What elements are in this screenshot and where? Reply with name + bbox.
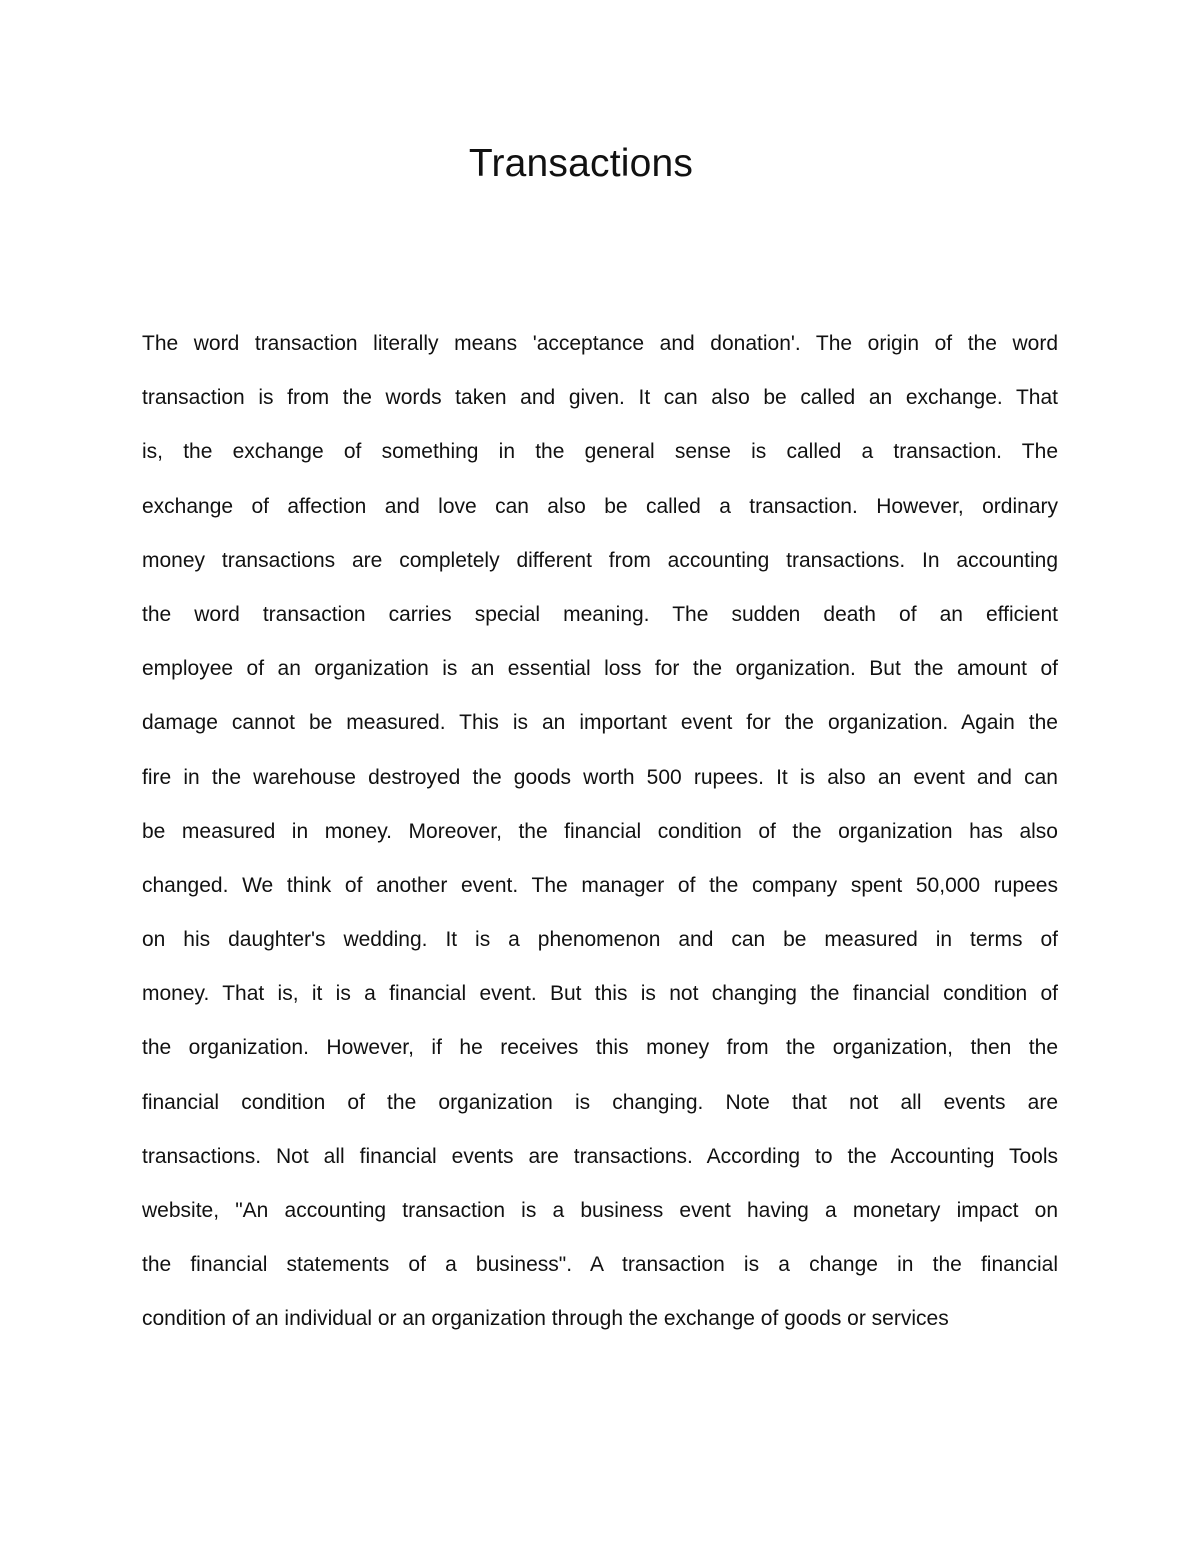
paragraph-line: exchange of affection and love can also be called a transaction. However, ordinary — [142, 494, 1058, 518]
paragraph-line: The word transaction literally means 'acceptance and donation'. The origin of the word — [142, 332, 1058, 355]
paragraph-line: transaction is from the words taken and given. It can also be called an exchange. That — [142, 386, 1058, 410]
body-paragraph — [142, 317, 1058, 1347]
paragraph-line: on his daughter's wedding. It is a phenomenon and can be measured in terms of — [142, 928, 1058, 952]
paragraph-line: financial condition of the organization is changing. Note that not all events are — [142, 1090, 1058, 1114]
paragraph-line: employee of an organization is an essential loss for the organization. But the amount of — [142, 657, 1058, 681]
paragraph-line: changed. We think of another event. The manager of the company spent 50,000 rupees — [142, 873, 1058, 897]
paragraph-line: is, the exchange of something in the general sense is called a transaction. The — [142, 440, 1058, 464]
paragraph-line: condition of an individual or an organization through the exchange of goods or services — [142, 1307, 949, 1331]
paragraph-line: money transactions are completely different from accounting transactions. In accounting — [142, 548, 1058, 572]
paragraph-line: the financial statements of a business". A transaction is a change in the financial — [142, 1253, 1058, 1277]
paragraph-line: website, "An accounting transaction is a business event having a monetary impact on — [142, 1199, 1058, 1222]
paragraph-line: damage cannot be measured. This is an important event for the organization. Again the — [142, 711, 1058, 735]
paragraph-line: money. That is, it is a financial event. But this is not changing the financial condition of — [142, 982, 1058, 1006]
paragraph-line: the organization. However, if he receives this money from the organization, then the — [142, 1036, 1058, 1060]
paragraph-line: the word transaction carries special meaning. The sudden death of an efficient — [142, 602, 1058, 626]
paragraph-line: transactions. Not all financial events are transactions. According to the Accounting Tools — [142, 1144, 1058, 1168]
paragraph-line: be measured in money. Moreover, the financial condition of the organization has also — [142, 819, 1058, 843]
document-title: Transactions — [468, 142, 694, 185]
paragraph-line: fire in the warehouse destroyed the goods worth 500 rupees. It is also an event and can — [142, 765, 1058, 789]
